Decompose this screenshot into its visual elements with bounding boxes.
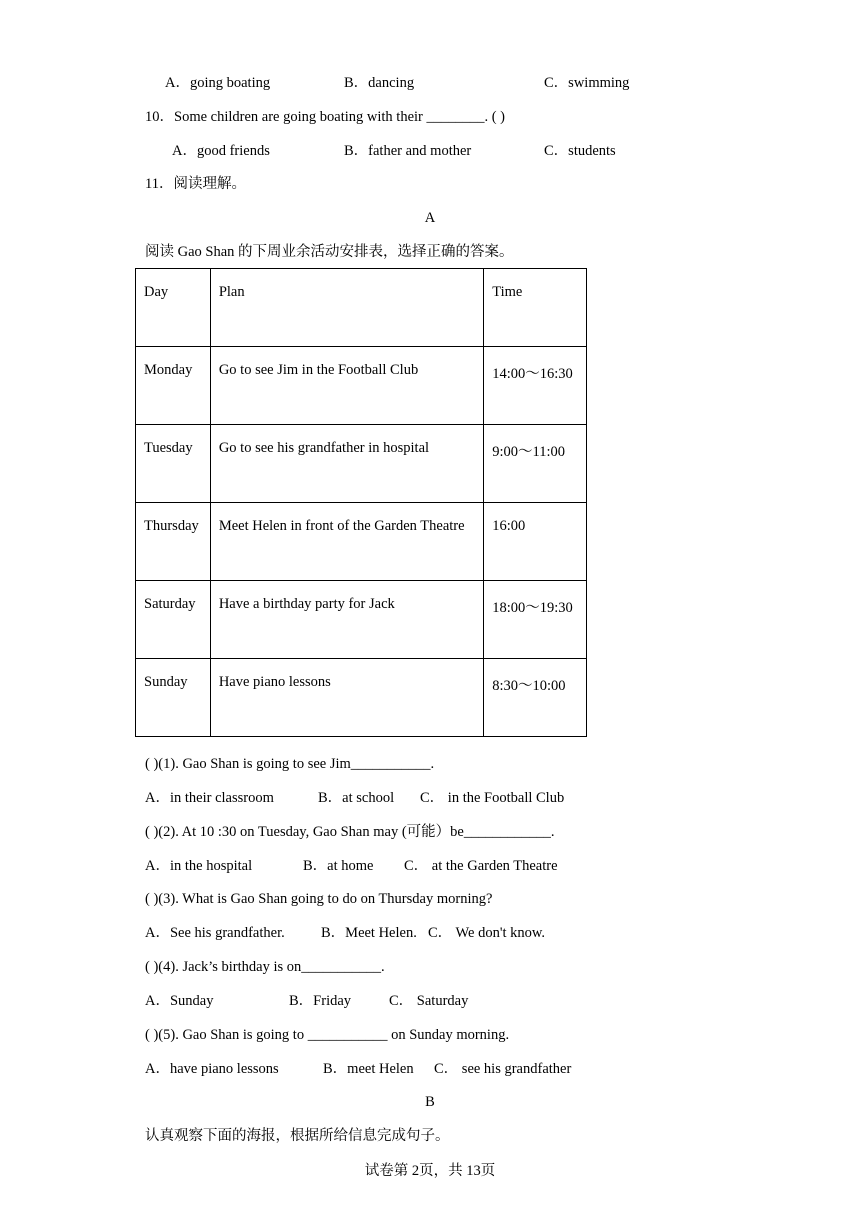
cell-day: Thursday xyxy=(136,503,211,581)
cell-plan: Have a birthday party for Jack xyxy=(210,581,483,659)
q10-option-c: C．students xyxy=(544,143,616,159)
question-3-option-a: A．See his grandfather. xyxy=(145,925,285,941)
header-plan: Plan xyxy=(210,269,483,347)
q11-heading: 11．阅读理解。 xyxy=(145,176,246,192)
question-2-option-a: A．in the hospital xyxy=(145,858,253,874)
question-4-option-a: A．Sunday xyxy=(145,993,214,1009)
header-day: Day xyxy=(136,269,211,347)
q10-option-b: B．father and mother xyxy=(344,143,472,159)
cell-time: 8:30～10:00 xyxy=(484,659,587,737)
table-header-row xyxy=(136,269,587,347)
table-row xyxy=(136,425,587,503)
question-2-stem: ( )(2). At 10 :30 on Tuesday, Gao Shan may (可能）be____________. xyxy=(145,824,555,840)
section-a-instruction: 阅读 Gao Shan 的下周业余活动安排表，选择正确的答案。 xyxy=(145,244,514,260)
page-footer: 试卷第 2页，共 13页 xyxy=(364,1163,496,1179)
question-1-option-a: A．in their classroom xyxy=(145,790,274,806)
q9-option-c: C．swimming xyxy=(544,75,630,91)
cell-day: Monday xyxy=(136,347,211,425)
question-1-option-c: C． in the Football Club xyxy=(420,790,565,806)
cell-time: 9:00～11:00 xyxy=(484,425,587,503)
cell-time: 18:00～19:30 xyxy=(484,581,587,659)
question-2-option-c: C． at the Garden Theatre xyxy=(404,858,558,874)
cell-plan: Have piano lessons xyxy=(210,659,483,737)
question-3-option-c: C． We don't know. xyxy=(428,925,546,941)
table-row xyxy=(136,581,587,659)
section-b-instruction: 认真观察下面的海报，根据所给信息完成句子。 xyxy=(145,1128,450,1144)
cell-plan: Meet Helen in front of the Garden Theatre xyxy=(210,503,483,581)
schedule-table xyxy=(135,268,587,737)
question-4-option-c: C． Saturday xyxy=(389,993,469,1009)
q9-option-b: B．dancing xyxy=(344,75,415,91)
question-5-option-c: C． see his grandfather xyxy=(434,1061,572,1077)
q10-stem: 10．Some children are going boating with their ________. ( ) xyxy=(145,109,506,125)
question-1-stem: ( )(1). Gao Shan is going to see Jim___________. xyxy=(145,756,435,772)
question-5-option-b: B．meet Helen xyxy=(323,1061,414,1077)
cell-plan: Go to see his grandfather in hospital xyxy=(210,425,483,503)
q9-option-a: A．going boating xyxy=(165,75,271,91)
cell-day: Sunday xyxy=(136,659,211,737)
cell-day: Tuesday xyxy=(136,425,211,503)
table-row xyxy=(136,347,587,425)
table-row xyxy=(136,503,587,581)
table-row xyxy=(136,659,587,737)
question-5-option-a: A．have piano lessons xyxy=(145,1061,279,1077)
header-time: Time xyxy=(484,269,587,347)
question-4-option-b: B．Friday xyxy=(289,993,352,1009)
cell-time: 16:00 xyxy=(484,503,587,581)
section-a-label: A xyxy=(424,210,436,226)
question-5-stem: ( )(5). Gao Shan is going to ___________ on Sunday morning. xyxy=(145,1027,510,1043)
cell-day: Saturday xyxy=(136,581,211,659)
section-b-label: B xyxy=(425,1094,435,1110)
question-3-option-b: B．Meet Helen. xyxy=(321,925,417,941)
q10-option-a: A．good friends xyxy=(172,143,270,159)
cell-plan: Go to see Jim in the Football Club xyxy=(210,347,483,425)
question-2-option-b: B．at home xyxy=(303,858,374,874)
question-3-stem: ( )(3). What is Gao Shan going to do on Thursday morning? xyxy=(145,891,493,907)
question-4-stem: ( )(4). Jack’s birthday is on___________. xyxy=(145,959,385,975)
cell-time: 14:00～16:30 xyxy=(484,347,587,425)
question-1-option-b: B．at school xyxy=(318,790,395,806)
